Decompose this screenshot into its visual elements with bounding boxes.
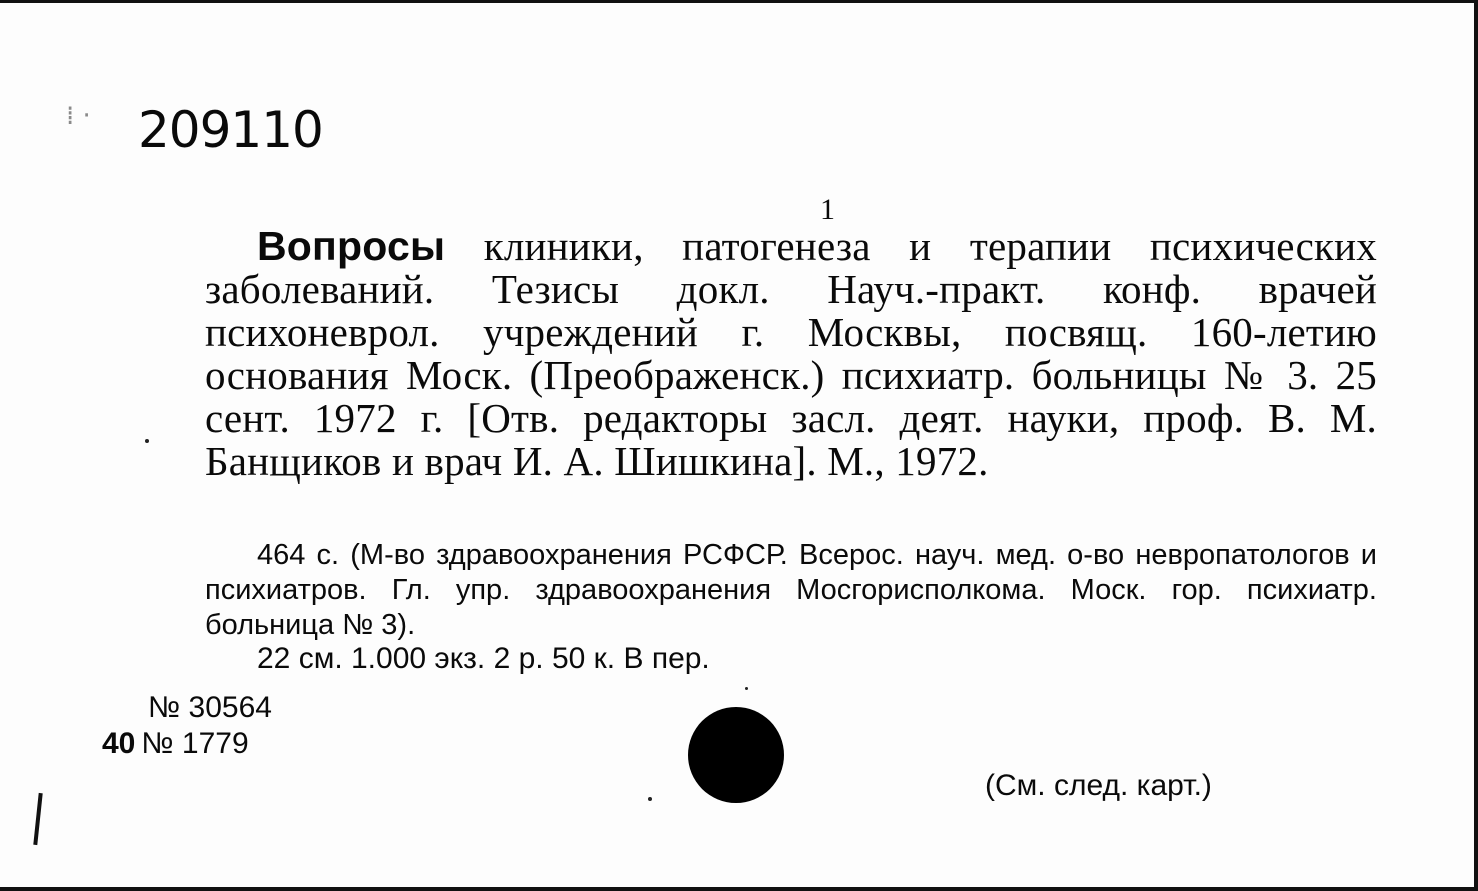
bibliographic-description: [205, 225, 1377, 483]
speck-mark: [745, 687, 748, 690]
speck-mark: [145, 439, 149, 443]
registration-code: 40: [102, 727, 136, 760]
speck-mark: [648, 797, 652, 801]
registration-line-2: [102, 727, 249, 761]
faint-handwritten-mark: ⁞ ·: [66, 101, 91, 131]
punch-hole: [688, 707, 784, 803]
handwritten-accession-number: 209110: [138, 101, 323, 159]
physical-format-and-price: 22 см. 1.000 экз. 2 р. 50 к. В пер.: [257, 642, 710, 675]
registration-number-1: № 30564: [148, 691, 272, 724]
title-and-responsibility: клиники, патогенеза и терапии психических заболеваний. Тезисы докл. Науч.-практ. конф. врачей психоневрол. учреждений г. Москвы, посвящ. 160-летию основания Моск. (Преображенск.) психиатр. больницы № 3. 25 сент. 1972 г. [Отв. редакторы засл. деят. науки, проф. В. М. Банщиков и врач И. А. Шишкина]. М., 1972.: [205, 223, 1378, 484]
edge-pencil-mark: [33, 793, 42, 845]
card-sequence-number: 1: [820, 193, 835, 226]
pagination-and-series-note: 464 с. (М-во здравоохранения РСФСР. Всерос. науч. мед. о-во невропатологов и психиатров. Гл. упр. здравоохранения Мосгорисполкома. Моск. гор. психиатр. больница № 3).: [205, 539, 1377, 641]
continuation-note: (См. след. карт.): [985, 769, 1212, 802]
registration-number-2: № 1779: [141, 727, 249, 760]
title-lead-word: Вопросы: [257, 223, 446, 269]
